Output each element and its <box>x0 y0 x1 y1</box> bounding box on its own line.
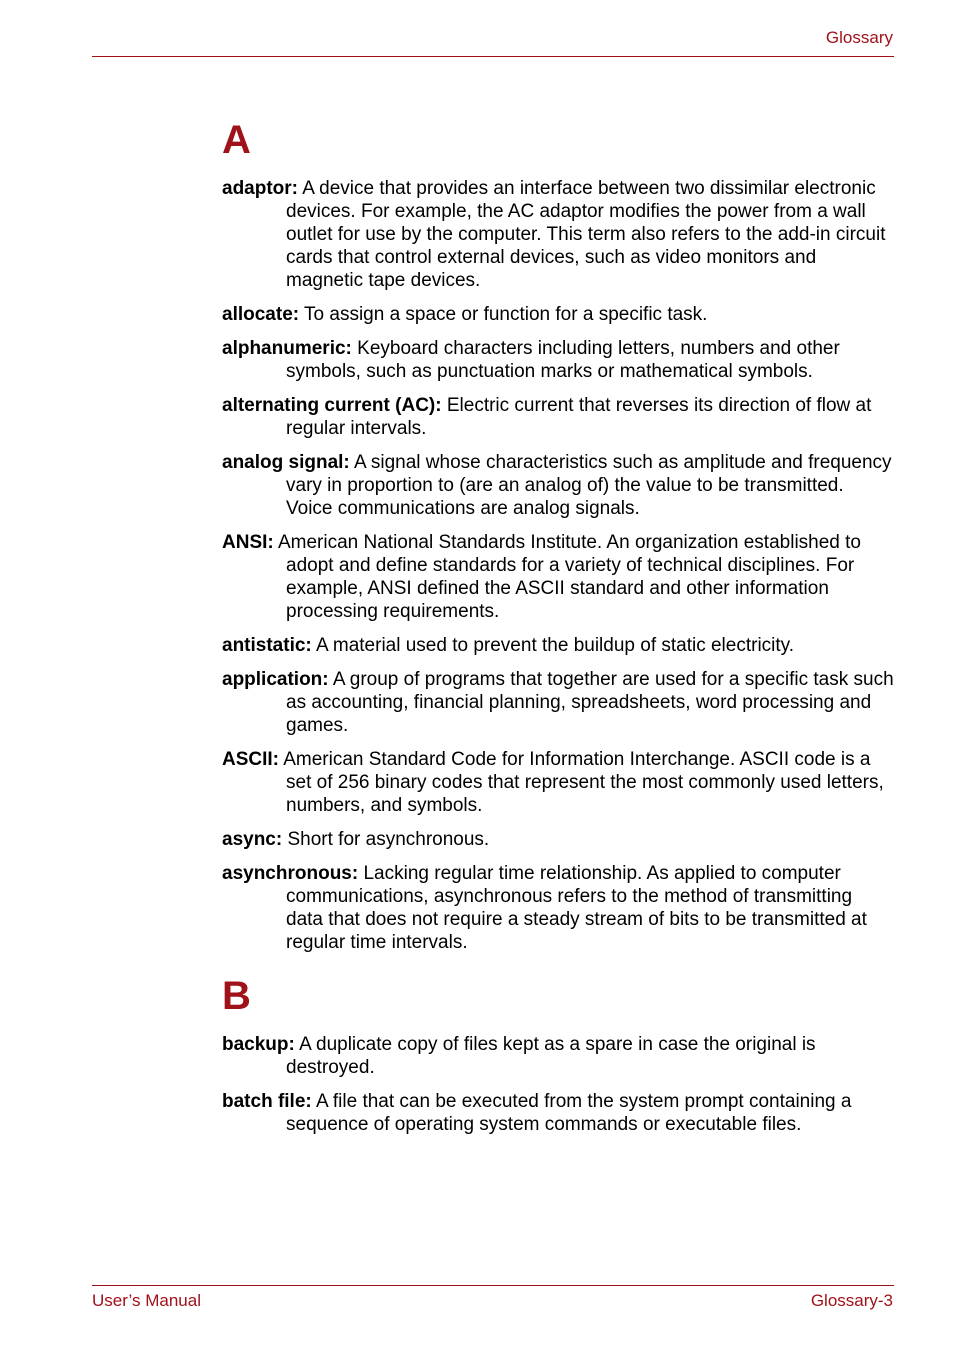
header-divider <box>92 56 894 57</box>
glossary-definition: Lacking regular time relationship. As applied to computer communications, asynchronous refers to the method of transmitting data that does not require a steady stream of bits to be transmitted at regular time intervals. <box>286 863 867 953</box>
glossary-section-a <box>222 116 894 965</box>
glossary-entry <box>222 748 894 817</box>
glossary-definition: Electric current that reverses its direction of flow at regular intervals. <box>286 395 872 439</box>
glossary-entry <box>222 337 894 383</box>
glossary-term: application: <box>222 669 329 690</box>
glossary-term: alphanumeric: <box>222 338 352 359</box>
glossary-entry <box>222 828 894 851</box>
glossary-definition: A device that provides an interface between two dissimilar electronic devices. For example, the AC adaptor modifies the power from a wall outlet for use by the computer. This term also refers to the add-in circuit cards that control external devices, such as video monitors and magnetic tape devices. <box>286 178 886 291</box>
glossary-term: asynchronous: <box>222 863 359 884</box>
glossary-entry <box>222 1090 894 1136</box>
glossary-entry <box>222 531 894 623</box>
glossary-definition: A group of programs that together are used for a specific task such as accounting, financial planning, spreadsheets, word processing and games. <box>286 669 894 736</box>
glossary-entry <box>222 862 894 954</box>
page-number: Glossary-3 <box>810 1291 893 1310</box>
glossary-entry <box>222 668 894 737</box>
glossary-definition: A signal whose characteristics such as amplitude and frequency vary in proportion to (are an analog of) the value to be transmitted. Voice communications are analog signals. <box>286 452 892 519</box>
glossary-term: allocate: <box>222 304 300 325</box>
section-letter: A <box>222 118 251 162</box>
glossary-term: batch file: <box>222 1091 312 1112</box>
glossary-entry <box>222 177 894 292</box>
glossary-definition: American National Standards Institute. An organization established to adopt and define standards for a variety of technical disciplines. For example, ANSI defined the ASCII standard and other information processing requirements. <box>277 532 861 622</box>
footer-divider <box>92 1285 894 1286</box>
page-header-title: Glossary <box>825 28 893 47</box>
glossary-definition: Keyboard characters including letters, numbers and other symbols, such as punctuation marks or mathematical symbols. <box>286 338 840 382</box>
glossary-entry <box>222 451 894 520</box>
glossary-term: analog signal: <box>222 452 350 473</box>
glossary-definition: A file that can be executed from the system prompt containing a sequence of operating system commands or executable files. <box>286 1091 852 1135</box>
glossary-term: antistatic: <box>222 635 312 656</box>
glossary-entry <box>222 394 894 440</box>
glossary-definition: American Standard Code for Information Interchange. ASCII code is a set of 256 binary codes that represent the most commonly used letters, numbers, and symbols. <box>283 749 884 816</box>
glossary-entry <box>222 303 894 326</box>
glossary-entry <box>222 1033 894 1079</box>
glossary-definition: Short for asynchronous. <box>287 829 490 850</box>
glossary-term: ASCII: <box>222 749 279 770</box>
glossary-term: ANSI: <box>222 532 274 553</box>
glossary-entry <box>222 634 894 657</box>
glossary-definition: To assign a space or function for a specific task. <box>304 304 708 325</box>
glossary-term: adaptor: <box>222 178 298 199</box>
glossary-term: backup: <box>222 1034 295 1055</box>
glossary-definition: A material used to prevent the buildup of static electricity. <box>315 635 795 656</box>
glossary-term: alternating current (AC): <box>222 395 442 416</box>
section-letter: B <box>222 974 251 1018</box>
glossary-term: async: <box>222 829 283 850</box>
glossary-section-b <box>222 972 894 1147</box>
glossary-definition: A duplicate copy of files kept as a spare in case the original is destroyed. <box>286 1034 816 1078</box>
footer-manual-title: User’s Manual <box>92 1291 201 1310</box>
